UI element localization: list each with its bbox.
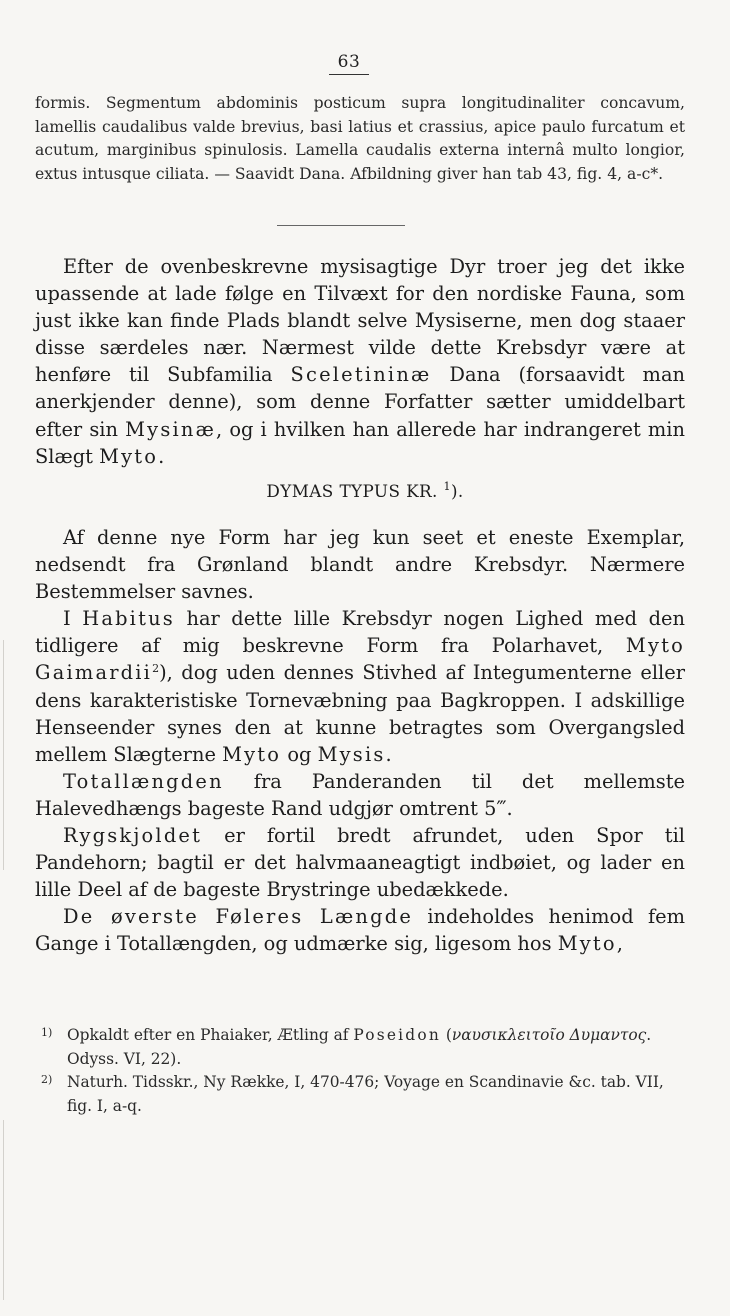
footnote-ref-2: 2 xyxy=(152,662,160,676)
habitus-label: Habitus xyxy=(82,607,175,631)
section-separator xyxy=(277,225,405,226)
mysinae-name: Mysinæ xyxy=(125,417,217,441)
species-heading: DYMAS TYPUS KR. $^1$). xyxy=(266,480,464,501)
myto-gaimardii-name: Myto Gaimardii xyxy=(35,634,685,685)
paragraph-antennae: De øverste Føleres Længde indeholdes henimod fem Gange i Totallængden, og udmærke sig, ligesom hos Myto, xyxy=(35,905,685,956)
footnote-mark: 1) xyxy=(41,1026,53,1039)
footnote-1: 1) Opkaldt efter en Phaiaker, Ætling af Poseidon (ναυσικλειτοῖο Δυμαντος. Odyss. VI, 22). xyxy=(35,1024,685,1071)
paragraph-habitus: I Habitus har dette lille Krebsdyr nogen Lighed med den tidligere af mig beskrevne Form fra Polarhavet, Myto Gaimardii$^2$), dog uden dennes Stivhed af Integumenterne eller dens karakteristiske Tornevæbning paa Bagkroppen. I adskillige Henseender synes den at kunne betragtes som Overgangsled mellem Slægterne Myto og Mysis. xyxy=(35,607,685,766)
paragraph-carapace: Rygskjoldet er fortil bredt afrundet, uden Spor til Pandehorn; bagtil er det halvmaaneagtigt indbøiet, og lader en lille Deel af de bageste Brystringe ubedækkede. xyxy=(35,824,685,902)
myto-name: Myto xyxy=(99,444,159,468)
footnotes xyxy=(35,1024,685,1118)
species-description xyxy=(35,524,685,958)
total-length-label: Totallængden xyxy=(63,769,224,793)
footnote-ref-1: 1 xyxy=(443,480,451,493)
greek-quote: ναυσικλειτοῖο Δυμαντος xyxy=(451,1026,647,1044)
footnote-mark: 2) xyxy=(41,1073,53,1087)
page-number: 63 xyxy=(329,52,369,75)
scan-edge-line xyxy=(3,640,4,870)
carapace-label: Rygskjoldet xyxy=(63,824,203,848)
intro-section xyxy=(35,253,685,470)
footnote-2: 2) Naturh. Tidsskr., Ny Række, I, 470-476; Voyage en Scandinavie &c. tab. VII, fig. I, a-q. xyxy=(35,1071,685,1118)
paragraph-total-length: Totallængden fra Panderanden til det mellemste Halevedhængs bageste Rand udgjør omtrent 5‴. xyxy=(35,769,685,820)
intro-paragraph: Efter de ovenbeskrevne mysisagtige Dyr troer jeg det ikke upassende at lade følge en Tilvæxt for den nordiske Fauna, som just ikke kan finde Plads blandt selve Mysiserne, men dog staaer disse særdeles nær. Nærmest vilde dette Krebsdyr være at henføre til Subfamilia Sceletininæ Dana (forsaavidt man anerkjender denne), som denne Forfatter sætter umiddelbart efter sin Mysinæ, og i hvilken han allerede har indrangeret min Slægt Myto. xyxy=(35,255,685,468)
antennae-label: De øverste Føleres Længde xyxy=(63,905,413,929)
paragraph-specimen: Af denne nye Form har jeg kun seet et eneste Exemplar, nedsendt fra Grønland blandt andre Krebsdyr. Nærmere Bestemmelser savnes. xyxy=(35,526,685,604)
subfamily-name: Sceletininæ xyxy=(290,363,432,387)
latin-description: formis. Segmentum abdominis posticum supra longitudinaliter concavum, lamellis caudalibus valde brevius, basi latius et crassius, apice paulo furcatum et acutum, marginibus spinulosis. Lamella caudalis externa internâ multo longior, extus intusque ciliata. — Saavidt Dana. Afbildning giver han tab 43, fig. 4, a-c*. xyxy=(35,94,685,184)
scan-edge-line xyxy=(3,1120,4,1300)
